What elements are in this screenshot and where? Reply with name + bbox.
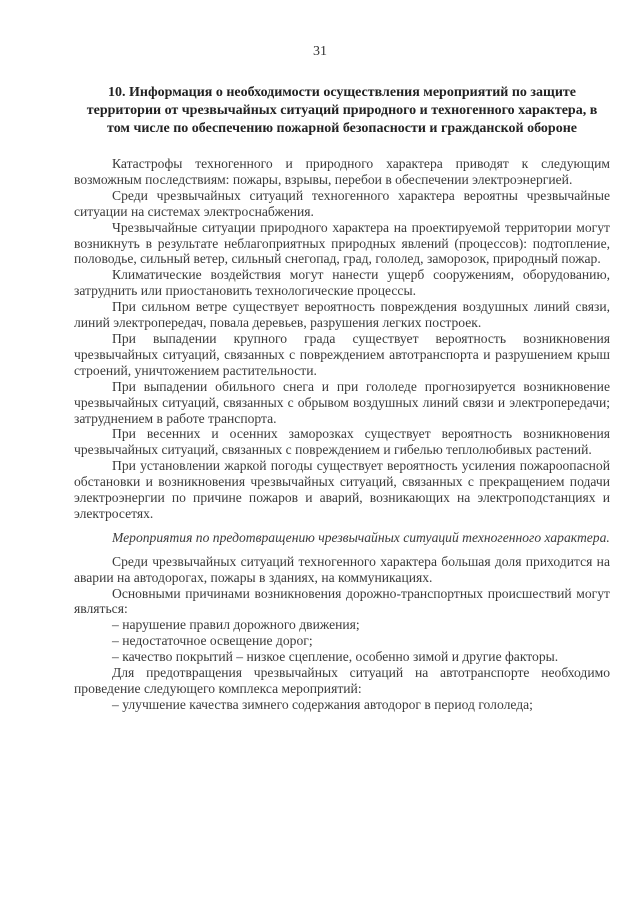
list-item: – качество покрытий – низкое сцепление, особенно зимой и другие факторы. — [112, 649, 559, 665]
page-number: 31 — [313, 44, 327, 59]
paragraph: Основными причинами возникновения дорожно-транспортных происшествий могут являться: — [74, 585, 610, 617]
paragraph: При установлении жаркой погоды существует вероятность усиления пожароопасной обстановки и возникновения чрезвычайных ситуаций, связанных с прекращением подачи электроэнергии по причине пожаров и аварий, возникающих на электроподстанциях и электросетях. — [74, 458, 610, 521]
paragraph: При сильном ветре существует вероятность повреждения воздушных линий связи, линий электропередач, повала деревьев, разрушения легких построек. — [74, 299, 610, 331]
section-title: 10. Информация о необходимости осуществления мероприятий по защите территории от чрезвычайных ситуаций природного и техногенного характера, в том числе по обеспечению пожарной безопасности и гражданской обороне — [86, 85, 598, 136]
paragraph: Среди чрезвычайных ситуаций техногенного характера большая доля приходится на аварии на автодорогах, пожары в зданиях, на коммуникациях. — [74, 553, 610, 585]
paragraph: Среди чрезвычайных ситуаций техногенного характера вероятны чрезвычайные ситуации на системах электроснабжения. — [74, 187, 610, 219]
paragraph: При выпадении крупного града существует вероятность возникновения чрезвычайных ситуаций, связанных с повреждением автотранспорта и разрушением крыш строений, уничтожением растительности. — [74, 330, 610, 378]
paragraph: При весенних и осенних заморозках существует вероятность возникновения чрезвычайных ситуаций, связанных с повреждением и гибелью теплолюбивых растений. — [74, 426, 610, 458]
list-item: – недостаточное освещение дорог; — [112, 633, 313, 649]
paragraph: Катастрофы техногенного и природного характера приводят к следующим возможным последствиям: пожары, взрывы, перебои в обеспечении электроэнергией. — [74, 156, 610, 187]
body-text — [74, 156, 610, 713]
subheading-italic: Мероприятия по предотвращению чрезвычайных ситуаций техногенного характера. — [112, 529, 610, 545]
list-item: – улучшение качества зимнего содержания автодорог в период гололеда; — [112, 696, 533, 712]
paragraph: Для предотвращения чрезвычайных ситуаций на автотранспорте необходимо проведение следующего комплекса мероприятий: — [74, 665, 610, 696]
list-item: – нарушение правил дорожного движения; — [112, 617, 360, 633]
paragraph: Чрезвычайные ситуации природного характера на проектируемой территории могут возникнуть в результате неблагоприятных природных явлений (процессов): подтопление, половодье, сильный ветер, сильный снегопад, град, гололед, заморозок, природный пожар. — [74, 219, 610, 267]
paragraph: Климатические воздействия могут нанести ущерб сооружениям, оборудованию, затруднить или приостановить технологические процессы. — [74, 267, 610, 299]
paragraph: При выпадении обильного снега и при гололеде прогнозируется возникновение чрезвычайных ситуаций, связанных с обрывом воздушных линий связи и электропередачи; затруднением в работе транспорта. — [74, 378, 610, 426]
